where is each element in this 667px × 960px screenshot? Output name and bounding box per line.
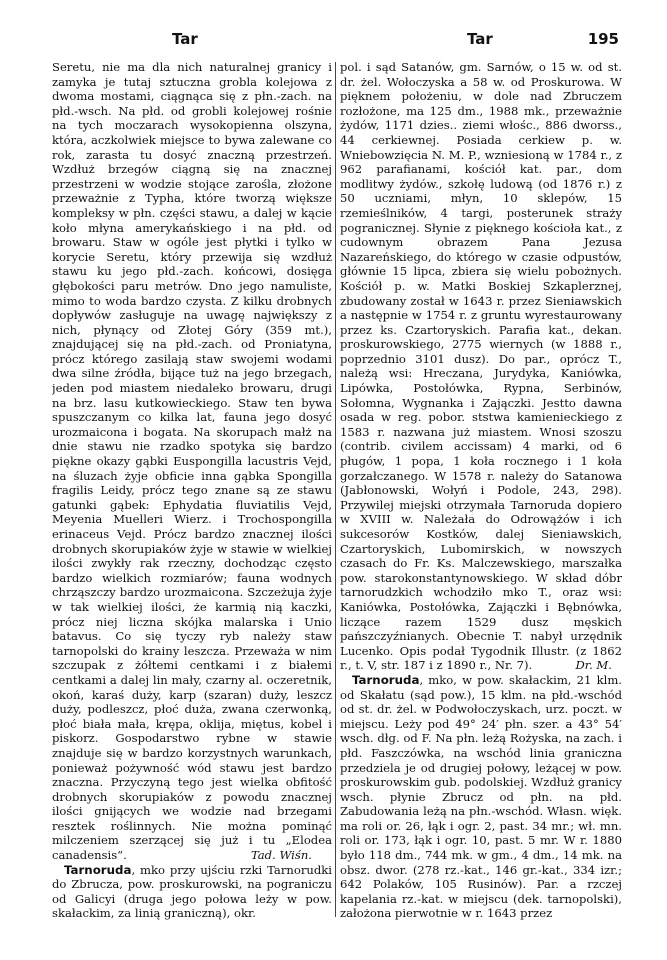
entry-body: , mko, w pow. skałackim, 21 klm. od Skałatu (sąd pow.), 15 klm. na płd.-wschód od st. dr. żel. w Podwołoczyskach, urz. poczt. w miejscu. Leży pod 49° 24′ płn. szer. a 43° 54′ wsch. dłg. od F. Na płn. leżą Rożyska, na zach. i płd. Faszczówka, na wschód linia graniczna przedziela je od drugiej połowy, leżącej w pow. proskurowskim gub. podolskiej. Wzdłuż granicy wsch. płynie Zbrucz od płn. na płd. Zabudowania leżą na płn.-wschód. Własn. więk. ma roli or. 26, łąk i ogr. 2, past. 34 mr.; wł. mn. roli or. 173, łąk i ogr. 10, past. 5 mr. W r. 1880 było 118 dm., 744 mk. w gm., 4 dm., 14 mk. na obsz. dwor. (278 rz.-kat., 146 gr.-kat., 334 izr.; 642 Polaków, 105 Rusinów). Par. a rzczej kapelania rz.-kat. w miejscu (dek. tarnopolski), założona pierwotnie w r. 1643 przez xyxy=(340,672,622,921)
right-column xyxy=(340,60,622,930)
header-right-word: Tar xyxy=(467,30,493,48)
header-left-word: Tar xyxy=(172,30,198,48)
entry-tarnoruda-2 xyxy=(340,673,622,921)
entry-body: , mko przy ujściu rzki Tarnorudki do Zbrucza, pow. proskurowski, na pograniczu od Galicyi (druga jego połowa leży w pow. skałackim, za linią graniczną), okr. xyxy=(52,862,332,921)
left-column xyxy=(52,60,332,930)
entry-continuation-text xyxy=(340,60,622,673)
entry-body: Seretu, nie ma dla nich naturalnej granicy i zamyka je tutaj sztuczna grobla kolejowa z dwoma mostami, ciągnąca się z płn.-zach. na płd.-wsch. Na płd. od grobli kolejowej rośnie na tych moczarach wysokopienna olszyna, która, aczkolwiek miejsce to bywa zalewane co rok, zarasta tu dosyć znaczną przestrzeń. Wzdłuż brzegów ciągną się na znacznej przestrzeni w wodzie stojące zarośla, złożone przeważnie z Typha, które tworzą większe kompleksy w płn. części stawu, a dalej w kącie koło młyna amerykańskiego i na płd. od browaru. Staw w ogóle jest płytki i tylko w korycie Seretu, który przewija się wzdłuż stawu ku jego płd.-zach. końcowi, dosięga głębokości paru metrów. Dno jego namuliste, mimo to woda bardzo czysta. Z kilku drobnych dopływów zasługuje na uwagę największy z nich, płynący od Złotej Góry (359 mt.), znajdującej się na płd.-zach. od Proniatyna, prócz którego zasilają staw swojemi wodami dwa silne źródła, bijące tuż na jego brzegach, jeden pod miastem niedaleko browaru, drugi na brz. lasu kutkowieckiego. Staw ten bywa spuszczanym co kilka lat, fauna jego dosyć urozmaicona i bogata. Na skorupach małż na dnie stawu nie rzadko spotyka się bardzo piękne okazy gąbki Euspongilla lacustris Vejd, na śluzach żyje obficie inna gąbka Spongilla fragilis Leidy, prócz tego znane są ze stawu gatunki gąbek: Ephydatia fluviatilis Vejd, Meyenia Muelleri Wierz. i Trochospongilla erinaceus Vejd. Prócz bardzo znacznej ilości drobnych skorupiaków żyje w stawie w wielkiej ilości zwykły rak rzeczny, dochodząc często bardzo wielkich rozmiarów; fauna wodnych chrząszczy bardzo urozmaicona. Szczeżuja żyje w tak wielkiej ilości, że karmią nią kaczki, prócz niej liczna skójka malarska i Unio batavus. Co się tyczy ryb należy staw tarnopolski do krainy leszcza. Przeważa w nim szczupak z żółtemi centkami i z białemi centkami a dalej lin mały, czarny al. oczeretnik, okoń, karaś duży, karp (szaran) duży, leszcz duży, podleszcz, płoć duża, zwana czerwonką, płoć biała mała, krępa, oklija, miętus, kobel i piskorz. Gospodarstwo rybne w stawie znajduje się w bardzo korzystnych warunkach, ponieważ pożywność wód stawu jest bardzo znaczna. Przyczyną tego jest wielka obfitość drobnych skorupiaków z powodu znacznej ilości gnijących we wodzie nad brzegami resztek roślinnych. Nie można pominąć milczeniem szerzącej się już i tu „Elodea canadensis“. xyxy=(52,60,332,863)
entry-headword: Tarnoruda xyxy=(64,862,132,877)
page-number: 195 xyxy=(587,30,619,48)
column-divider xyxy=(335,62,336,917)
author-signature: Dr. M. xyxy=(575,658,612,673)
author-signature: Tad. Wiśn. xyxy=(250,848,312,863)
entry-headword: Tarnoruda xyxy=(352,672,420,687)
running-header xyxy=(52,30,627,50)
entry-tarnoruda-1 xyxy=(52,863,332,921)
entry-body: pol. i sąd Satanów, gm. Sarnów, o 15 w. od st. dr. żel. Wołoczyska a 58 w. od Proskurowa. W pięknem położeniu, w dole nad Zbruczem rozłożone, ma 125 dm., 1988 mk., przeważnie żydów, 1171 dzies.. ziemi włośc., 886 dworss., 44 cerkiewnej. Posiada cerkiew p. w. Wniebowzięcia N. M. P., wzniesioną w 1784 r., z 962 parafianami, kościół kat. par., dom modlitwy żydów., szkołę ludową (od 1876 r.) z 50 uczniami, młyn, 10 sklepów, 15 rzemieślników, 4 targi, posterunek straży pogranicznej. Słynie z pięknego kościoła kat., z cudownym obrazem Pana Jezusa Nazareńskiego, do którego w czasie odpustów, głównie 15 lipca, zbiera się wielu pobożnych. Kościół p. w. Matki Boskiej Szkaplerznej, zbudowany został w 1643 r. przez Sieniawskich a następnie w 1754 r. z gruntu wyrestaurowany przez ks. Czartoryskich. Parafia kat., dekan. proskurowskiego, 2775 wiernych (w 1888 r., poprzednio 3101 dusz). Do par., oprócz T., należą wsi: Hreczana, Jurydyka, Kaniówka, Lipówka, Postołówka, Rypna, Serbinów, Sołomna, Wygnanka i Zajączki. Jestto dawna osada w reg. pobor. ststwa kamienieckiego z 1583 r. nazwana już miastem. Wnosi szoszu (contrib. civilem accissam) 4 marki, od 6 pługów, 1 popa, 1 koła rocznego i 1 koła gorzałczanego. W 1578 r. należy do Satanowa (Jabłonowski, Wołyń i Podole, 243, 298). Przywilej miejski otrzymała Tarnoruda dopiero w XVIII w. Należała do Odrowążów i ich sukcesorów Kostków, dalej Sieniawskich, Czartoryskich, Lubomirskich, w nowszych czasach do Fr. Ks. Malczewskiego, marszałka pow. starokonstantynowskiego. W skład dóbr tarnorudzkich wchodziło mko T., oraz wsi: Kaniówka, Postołówka, Zajączki i Bębnówka, liczące razem 1529 dusz męskich pańszczyźnianych. Obecnie T. nabył urzędnik Lucenko. Opis podał Tygodnik Illustr. (z 1862 r., t. V, str. 187 i z 1890 r., Nr. 7). xyxy=(340,60,622,673)
entry-continuation-text xyxy=(52,60,332,863)
